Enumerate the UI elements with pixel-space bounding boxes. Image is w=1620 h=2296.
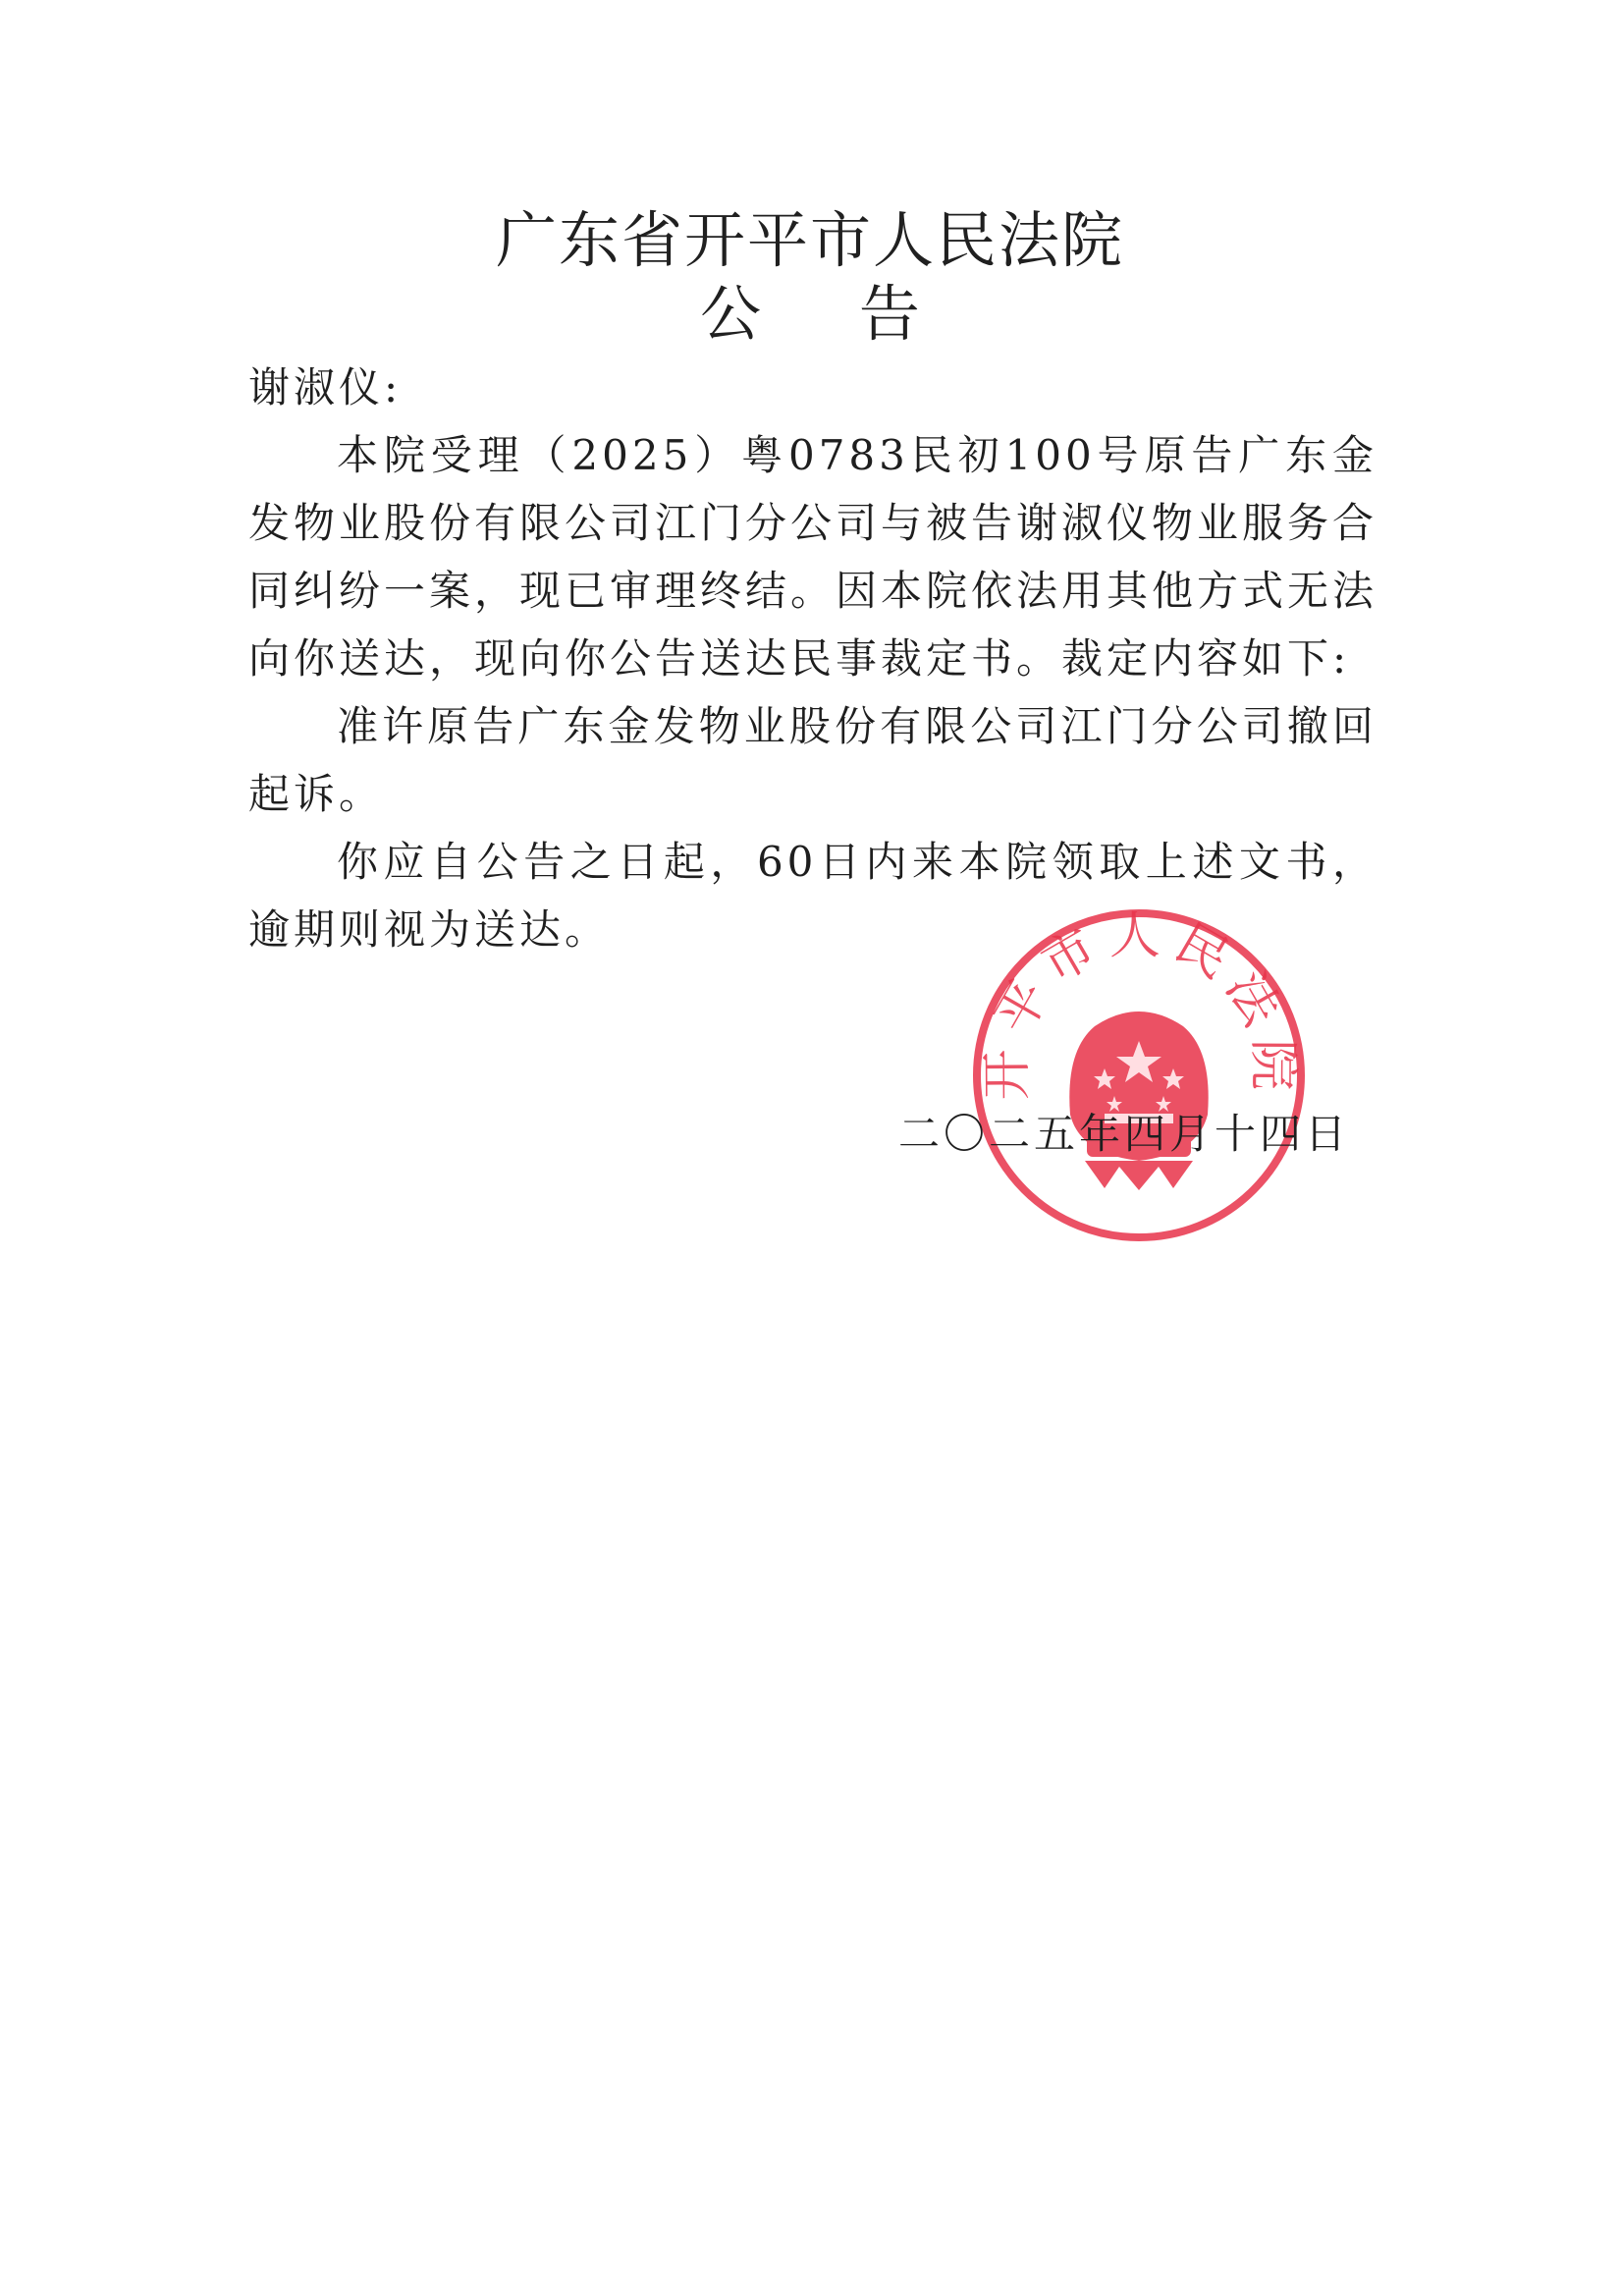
paragraph-instructions: 你应自公告之日起，60日内来本院领取上述文书，逾期则视为送达。: [248, 838, 1377, 954]
document-title: 公 告: [700, 278, 959, 350]
issue-date: 二〇二五年四月十四日: [898, 1110, 1351, 1158]
seal-ring-text: 开平市人民法院: [977, 906, 1303, 1101]
paragraph-case-info: 本院受理（2025）粤0783民初100号原告广东金发物业股份有限公司江门分公司与被告谢淑仪物业服务合同纠纷一案，现已审理终结。因本院依法用其他方式无法向你送达，现向你公告送达民事裁定书。裁定内容如下:: [248, 431, 1378, 683]
court-name-heading: 广东省开平市人民法院: [495, 204, 1124, 276]
addressee: 谢淑仪:: [248, 363, 403, 411]
notice-body: [248, 354, 1377, 963]
paragraph-ruling: 准许原告广东金发物业股份有限公司江门分公司撤回起诉。: [248, 702, 1377, 818]
court-seal-stamp: [967, 903, 1311, 1247]
